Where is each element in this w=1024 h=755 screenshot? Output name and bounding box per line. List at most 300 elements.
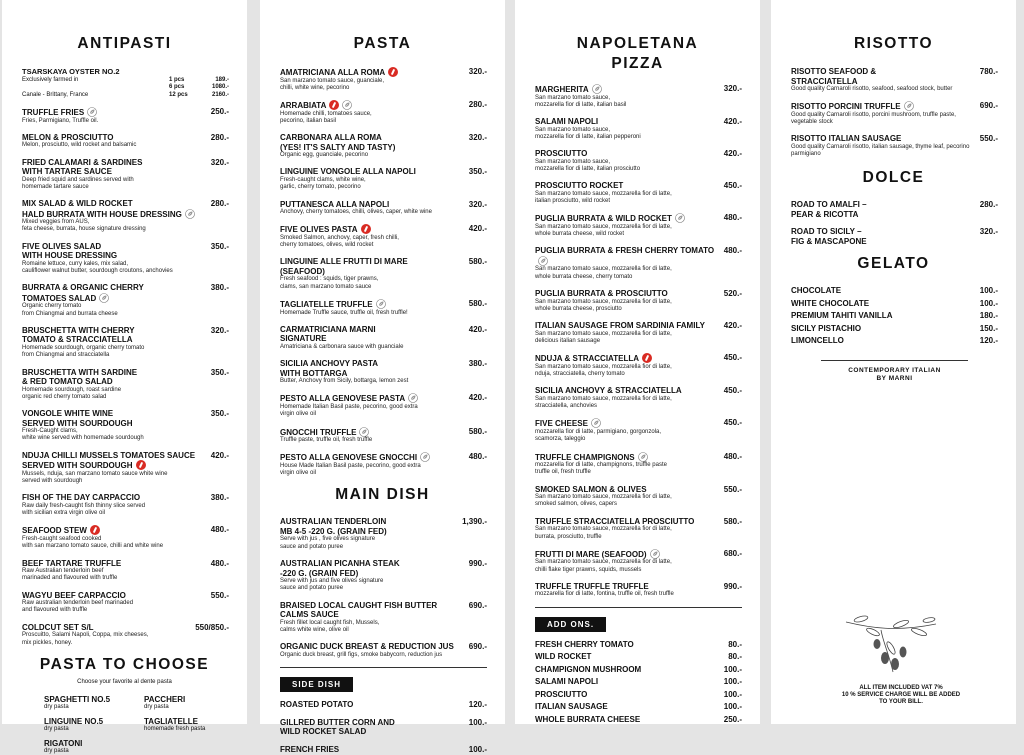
- vegetarian-leaf-icon: [420, 452, 430, 462]
- menu-item-name: [280, 224, 371, 235]
- menu-item-description: Mixed veggies from AUS, feta cheese, burrata, house signature dressing: [22, 219, 146, 233]
- menu-item-price: 350.-: [210, 409, 229, 419]
- menu-item-price: 450.-: [723, 181, 742, 191]
- menu-item-name-text: CARMATRICIANA MARNI SIGNATURE: [280, 324, 376, 344]
- menu-item-price: 450.-: [723, 353, 742, 363]
- menu-item-name: [22, 368, 137, 387]
- menu-item: [22, 451, 229, 486]
- menu-item-description: Raw daily fresh-caught fish thinny slice served with sicilian extra virgin olive oil: [22, 502, 146, 517]
- menu-item-name: FRESH CHERRY TOMATO: [535, 639, 634, 649]
- vegetarian-leaf-icon: [675, 213, 685, 223]
- menu-item-description: Fresh-caught clams, white wine, garlic, cherry tomato, pecorino: [280, 176, 366, 191]
- menu-item-name-text: AUSTRALIAN PICANHA STEAK -220 G. (GRAIN FED): [280, 559, 400, 578]
- menu-item-description: Homemade Italian Basil paste, pecorino, good extra virgin olive oil: [280, 403, 418, 418]
- menu-item-price: 250.-: [210, 107, 229, 116]
- menu-item-name: [280, 100, 352, 111]
- menu-item: [791, 134, 998, 158]
- pasta-option-name: PACCHERI: [144, 694, 186, 704]
- main-dish-list: [260, 517, 505, 659]
- menu-item-name: [22, 242, 117, 261]
- menu-item-name: [280, 257, 408, 276]
- pizza-list: [515, 84, 760, 599]
- menu-item-name: [791, 200, 867, 219]
- menu-item: [535, 418, 742, 443]
- menu-item-name: [22, 623, 94, 633]
- menu-item-name: [535, 117, 598, 127]
- menu-item-name: [535, 386, 682, 396]
- menu-item-name-text: PUGLIA BURRATA & PROSCIUTTO: [535, 289, 668, 299]
- menu-item-description: mozzarella fior di latte, parmigiano, gorgonzola, scamorza, taleggio: [535, 428, 662, 443]
- menu-item-name: [535, 213, 685, 224]
- menu-item-price: 420.-: [723, 149, 742, 159]
- menu-item-name-text: RISOTTO SEAFOOD & STRACCIATELLA: [791, 67, 877, 86]
- menu-item-price: 100.-: [468, 717, 487, 727]
- menu-item-price: 320.-: [468, 133, 487, 143]
- menu-item-description: San marzano tomato sauce, mozzarella fior di latte, italian prosciutto, wild rocket: [535, 190, 672, 205]
- menu-item-name-text: NDUJA & STRACCIATELLA: [535, 354, 639, 364]
- menu-item-name-text: WAGYU BEEF CARPACCIO: [22, 590, 126, 600]
- menu-item-price: 780.-: [979, 67, 998, 76]
- menu-item: [22, 326, 229, 360]
- menu-item-description: Proscuitto, Salami Napoli, Coppa, mix cheeses, mix pickles, honey.: [22, 632, 149, 646]
- gelato-list: [771, 286, 1016, 346]
- menu-item: [535, 289, 742, 313]
- menu-item: [535, 213, 742, 238]
- menu-item-name-text: SICILIA ANCHOVY & STRACCIATELLA: [535, 386, 682, 396]
- pasta-option: [44, 717, 144, 733]
- menu-item-name: [280, 718, 395, 737]
- menu-item-price: 100.-: [468, 744, 487, 754]
- menu-item-name-text: AMATRICIANA ALLA ROMA: [280, 68, 386, 77]
- menu-item-price: 280.-: [979, 200, 998, 210]
- menu-item: [280, 224, 487, 249]
- menu-item: [535, 715, 742, 725]
- menu-item-name: WHITE CHOCOLATE: [791, 298, 870, 308]
- menu-item-description: San marzano tomato sauce, mozzarella fior di latte, whole burrata cheese, prosciutto: [535, 298, 672, 312]
- menu-item: [280, 167, 487, 191]
- menu-item-name: [535, 321, 705, 331]
- menu-item-price: 320.-: [723, 84, 742, 93]
- menu-item: [280, 393, 487, 418]
- menu-item-name-text: ROAD TO SICILY – FIG & MASCAPONE: [791, 227, 867, 246]
- menu-item: [280, 67, 487, 92]
- pasta-option-type: dry pasta: [44, 725, 69, 732]
- menu-item-price: 320.-: [210, 325, 229, 335]
- menu-item: [280, 601, 487, 635]
- vegetarian-leaf-icon: [904, 101, 914, 111]
- menu-item-price: 420.-: [468, 324, 487, 334]
- menu-item-price: 680.-: [723, 548, 742, 558]
- oyster-row-price: 189.-: [215, 76, 229, 83]
- menu-item-name-text: ITALIAN SAUSAGE FROM SARDINIA FAMILY: [535, 321, 705, 331]
- menu-item-name: [535, 353, 652, 364]
- menu-item-price: 550.-: [723, 484, 742, 494]
- menu-item-name: [280, 325, 376, 344]
- menu-item: [280, 200, 487, 217]
- menu-item-name: [535, 485, 647, 495]
- menu-item-description: Homemade chilli, tomatoes sauce, pecorino, italian basil: [280, 110, 372, 124]
- menu-item: [791, 311, 998, 321]
- menu-item-name-text: VONGOLE WHITE WINE SERVED WITH SOURDOUGH: [22, 409, 133, 428]
- menu-item: [535, 517, 742, 541]
- olive-branch-illustration: [841, 614, 941, 676]
- menu-item-description: Organic egg, guanciale, pecorino: [280, 152, 369, 159]
- menu-item-description: San marzano tomato sauce, mozzarella fior di latte, whole burrata cheese, wild rocket: [535, 223, 672, 238]
- menu-item-description: Homemade sourdough, organic cherry tomato from Chiangmai and stracciatella: [22, 344, 145, 359]
- menu-item-description: House Made Italian Basil paste, pecorino, good extra virgin olive oil: [280, 462, 421, 477]
- menu-item-name: [280, 745, 339, 755]
- menu-item-price: 100.-: [979, 286, 998, 296]
- menu-item-description: Good quality Carnaroli risotto, seafood, seafood stock, butter: [791, 86, 953, 92]
- menu-item-name-text: TAGLIATELLE TRUFFLE: [280, 300, 373, 310]
- menu-item: [280, 325, 487, 351]
- chili-icon: [136, 460, 146, 470]
- chili-icon: [329, 100, 339, 110]
- pasta-option: [144, 717, 244, 733]
- menu-item-name: [22, 199, 195, 219]
- menu-item-name: ITALIAN SAUSAGE: [535, 702, 608, 712]
- menu-item-description: Raw australian tenderloin beef marinaded and flavoured with truffle: [22, 600, 134, 614]
- side-dish-list: [260, 700, 505, 754]
- menu-item-name-text: TRUFFLE FRIES: [22, 108, 85, 117]
- menu-item: [791, 336, 998, 346]
- section-title-pizza: NAPOLETANA PIZZA: [576, 35, 699, 72]
- menu-item-description: Serve with jus , five olives signature sauce and potato puree: [280, 536, 376, 550]
- menu-item-name: [22, 133, 113, 143]
- chili-icon: [90, 525, 100, 535]
- menu-item-price: 480.-: [468, 452, 487, 462]
- menu-item-name: [22, 493, 140, 503]
- divider: [821, 360, 968, 361]
- oyster-row-label: [22, 84, 169, 92]
- menu-item-name-text: FRUTTI DI MARE (SEAFOOD): [535, 549, 647, 559]
- menu-item-name: [535, 246, 720, 266]
- menu-item-name-text: BURRATA & ORGANIC CHERRY TOMATOES SALAD: [22, 283, 144, 303]
- menu-item: [22, 158, 229, 192]
- pasta-to-choose-subtitle: Choose your favorite al dente pasta: [77, 678, 172, 685]
- menu-item-description: Fries, Parmigiano, Truffle oil.: [22, 117, 99, 124]
- menu-item-name-text: ORGANIC DUCK BREAST & REDUCTION JUS: [280, 642, 454, 652]
- menu-item-name-text: MIX SALAD & WILD ROCKET HALD BURRATA WITH HOUSE DRESSING: [22, 199, 182, 219]
- divider: [535, 607, 742, 608]
- menu-item-description: Deep fried squid and sardines served with homemade tartare sauce: [22, 176, 134, 190]
- menu-item: [280, 100, 487, 125]
- menu-item-name: [791, 101, 914, 112]
- menu-item-description: Serve with jus and five olives signature sauce and potato puree: [280, 578, 384, 592]
- menu-item-price: 480.-: [210, 525, 229, 535]
- oyster-row-quantity: 1 pcs: [169, 76, 185, 83]
- menu-item-name-text: PUGLIA BURRATA & WILD ROCKET: [535, 214, 672, 224]
- oyster-price-row: [22, 84, 229, 92]
- pasta-option-name: SPAGHETTI NO.5: [44, 694, 111, 704]
- menu-item: [22, 199, 229, 234]
- menu-item-name: WILD ROCKET: [535, 652, 592, 662]
- pasta-option-name: RIGATONI: [44, 738, 83, 748]
- menu-item-name-text: MELON & PROSCIUTTO: [22, 132, 114, 142]
- menu-item-name-text: COLDCUT SET S/L: [22, 622, 94, 632]
- menu-item-price: 420.-: [468, 224, 487, 234]
- menu-item-description: Anchovy, cherry tomatoes, chilli, olives, caper, white wine: [280, 209, 432, 216]
- menu-item-price: 580.-: [468, 257, 487, 267]
- menu-item-price: 380.-: [210, 493, 229, 503]
- menu-item-name-text: RISOTTO ITALIAN SAUSAGE: [791, 134, 902, 144]
- menu-item-name-text: PUGLIA BURRATA & FRESH CHERRY TOMATO: [535, 246, 715, 256]
- chili-icon: [388, 67, 398, 77]
- menu-item-price: 480.-: [210, 558, 229, 568]
- menu-item-name: [535, 549, 660, 560]
- menu-item: [280, 642, 487, 659]
- section-title-antipasti: ANTIPASTI: [77, 35, 172, 52]
- menu-item-price: 100.-: [723, 702, 742, 712]
- menu-item-price: 280.-: [468, 100, 487, 110]
- menu-item: [535, 321, 742, 345]
- menu-item-name-text: TRUFFLE STRACCIATELLA PROSCIUTTO: [535, 516, 695, 526]
- vegetarian-leaf-icon: [591, 418, 601, 428]
- oyster-row-quantity: 6 pcs: [169, 84, 185, 90]
- menu-item-name: SALAMI NAPOLI: [535, 677, 599, 687]
- menu-item-price: 380.-: [468, 359, 487, 369]
- menu-item-price: 350.-: [468, 167, 487, 177]
- menu-item-name: [280, 167, 416, 177]
- menu-item-description: Fresh fillet local caught fish, Mussels, calms white wine, olive oil: [280, 619, 380, 633]
- menu-item: [280, 427, 487, 445]
- menu-item-name: [280, 642, 454, 652]
- menu-item-name: [535, 452, 648, 463]
- oyster-price-row: [22, 77, 229, 85]
- menu-item-description: San marzano tomato sauce, mozzarella fior di latte, whole burrata cheese, cherry tomato: [535, 266, 672, 280]
- menu-item-price: 380.-: [210, 283, 229, 293]
- oyster-price-row: [22, 92, 229, 100]
- vegetarian-leaf-icon: [650, 549, 660, 559]
- vegetarian-leaf-icon: [185, 209, 195, 219]
- menu-item-price: 990.-: [723, 581, 742, 591]
- menu-item: [22, 368, 229, 402]
- menu-item-description: San marzano tomato sauce, guanciale, chilli, white wine, pecorino: [280, 77, 385, 91]
- menu-item: [22, 242, 229, 276]
- pasta-list: [260, 67, 505, 477]
- menu-item: [535, 84, 742, 109]
- menu-item-description: Melon, prosciutto, wild rocket and balsamic: [22, 142, 137, 149]
- menu-item-description: Organic duck breast, grill figs, smoke babycorn, reduction jus: [280, 651, 443, 658]
- section-title-pasta-to-choose: PASTA TO CHOOSE: [39, 655, 210, 673]
- menu-item-price: 550.-: [210, 590, 229, 600]
- menu-item: [535, 640, 742, 650]
- menu-item-price: 480.-: [723, 246, 742, 256]
- menu-item-description: Organic cherry tomato from Chiangmai and burrata cheese: [22, 303, 118, 317]
- menu-item: [22, 591, 229, 615]
- menu-item-description: Fresh seafood : squids, tiger prawns, clams, san marzano tomato sauce: [280, 276, 379, 290]
- menu-item-name: [22, 591, 126, 601]
- menu-item-description: Good quality Carnaroli risotto, italian sausage, thyme leaf, pecorino parmigiano: [791, 143, 970, 158]
- menu-item-name: [535, 84, 602, 95]
- pasta-option-type: dry pasta: [44, 703, 69, 710]
- menu-item-price: 550.-: [979, 134, 998, 144]
- section-title-gelato: GELATO: [857, 255, 930, 273]
- menu-item-name-text: ROASTED POTATO: [280, 700, 354, 710]
- menu-item-price: 80.-: [728, 652, 742, 662]
- vegetarian-leaf-icon: [99, 293, 109, 303]
- menu-item: [535, 677, 742, 687]
- menu-item-description: San marzano tomato sauce, mozzarella fior di latte, smoked salmon, olives, capers: [535, 494, 672, 508]
- menu-item-price: 990.-: [468, 559, 487, 569]
- menu-item: [535, 652, 742, 662]
- pasta-option-name: LINGUINE NO.5: [44, 716, 104, 726]
- menu-item: [280, 133, 487, 159]
- chili-icon: [361, 224, 371, 234]
- menu-item-name-text: CARBONARA ALLA ROMA (YES! IT'S SALTY AND TASTY): [280, 133, 396, 152]
- menu-item-name-text: PROSCIUTTO ROCKET: [535, 181, 624, 191]
- menu-item: [22, 559, 229, 583]
- menu-item: [535, 452, 742, 477]
- oyster-row-price: 2160.-: [211, 91, 229, 98]
- menu-item-price: 550/850.-: [195, 622, 229, 632]
- menu-item-description: Homemade Truffle sauce, truffle oil, fresh truffle!: [280, 309, 408, 316]
- menu-item: [791, 227, 998, 246]
- vegetarian-leaf-icon: [538, 256, 548, 266]
- menu-item-name: [535, 149, 587, 159]
- menu-item-name: LIMONCELLO: [791, 336, 844, 346]
- menu-item-name: [22, 326, 135, 345]
- menu-item-name: [535, 418, 601, 429]
- menu-item-name: [791, 67, 876, 86]
- menu-item-name-text: AUSTRALIAN TENDERLOIN MB 4-5 -220 G. (GRAIN FED): [280, 517, 387, 536]
- menu-item: [535, 549, 742, 574]
- menu-item-price: 450.-: [723, 386, 742, 396]
- menu-item-name: [280, 359, 378, 378]
- menu-item: [22, 133, 229, 150]
- vegetarian-leaf-icon: [342, 100, 352, 110]
- menu-item-name-text: BRAISED LOCAL CAUGHT FISH BUTTER CALMS SAUCE: [280, 600, 438, 620]
- menu-item: [791, 67, 998, 93]
- pasta-option-name: TAGLIATELLE: [144, 716, 198, 726]
- menu-item: [535, 485, 742, 509]
- add-ons-list: [515, 640, 760, 725]
- menu-item-name-text: FIVE OLIVES SALAD WITH HOUSE DRESSING: [22, 241, 118, 261]
- vegetarian-leaf-icon: [408, 393, 418, 403]
- divider: [280, 667, 487, 668]
- menu-item: [791, 299, 998, 309]
- menu-item-description: Fresh-Caught clams, white wine served with homemade sourdough: [22, 428, 144, 442]
- menu-item-price: 450.-: [723, 418, 742, 428]
- menu-item-description: San marzano tomato sauce, mozzarella fior di latte, delicious italian sausage: [535, 330, 672, 344]
- menu-item-name: [535, 181, 623, 191]
- chili-icon: [642, 353, 652, 363]
- menu-item-description: mozzarella fior di latte, fontina, truffle oil, fresh truffle: [535, 591, 674, 598]
- section-title-dolce: DOLCE: [862, 169, 925, 187]
- section-title-pasta: PASTA: [353, 35, 412, 52]
- pasta-option: [44, 695, 144, 711]
- menu-item-price: 320.-: [979, 227, 998, 237]
- menu-item: [280, 700, 487, 710]
- side-dish-band: SIDE DISH: [280, 677, 353, 692]
- menu-item-name: [280, 517, 387, 536]
- menu-item-name-text: SEAFOOD STEW: [22, 526, 87, 536]
- menu-item: [280, 257, 487, 291]
- menu-item-name: [22, 451, 195, 471]
- menu-item-name-text: PESTO ALLA GENOVESE PASTA: [280, 394, 406, 404]
- menu-item-name: [280, 427, 369, 438]
- menu-item-name: [535, 582, 649, 592]
- menu-item-description: San marzano tomato sauce, mozzarella fior di latte, nduja, stracciatella, cherry tomato: [535, 363, 672, 378]
- menu-page-risotto: [771, 0, 1016, 724]
- menu-item-name-text: BRUSCHETTA WITH CHERRY TOMATO & STRACCIATELLA: [22, 325, 135, 345]
- menu-item-name-text: FRIED CALAMARI & SARDINES WITH TARTARE SAUCE: [22, 157, 143, 177]
- menu-item-description: Romaine lettuce, curry kales, mix salad, cauliflower walnut butter, sourdough croutons, anchovies: [22, 260, 173, 275]
- vegetarian-leaf-icon: [592, 84, 602, 94]
- menu-item-name: [22, 283, 144, 303]
- menu-item-price: 420.-: [723, 117, 742, 127]
- menu-item-price: 120.-: [468, 700, 487, 710]
- menu-item: [535, 665, 742, 675]
- menu-item-description: Homemade sourdough, roast sardine organic red cherry tomato salad: [22, 386, 122, 400]
- menu-item-name: [791, 227, 867, 246]
- menu-item-name-text: PROSCIUTTO: [535, 149, 588, 159]
- menu-item-description: Amatriciana & carbonara sauce with guanciale: [280, 343, 404, 350]
- pasta-option: [44, 739, 144, 755]
- menu-item-price: 100.-: [723, 664, 742, 674]
- menu-item: [535, 246, 742, 281]
- menu-item-price: 480.-: [723, 451, 742, 461]
- menu-item-description: San marzano tomato sauce, mozzarella fior di latte, italian prosciutto: [535, 158, 641, 172]
- menu-item-description: Fresh-caught seafood cooked with san marzano tomato sauce, chilli and white wine: [22, 535, 164, 550]
- pasta-to-choose-list: [2, 695, 247, 755]
- menu-item-name: [791, 134, 901, 144]
- menu-item-name: [22, 107, 97, 118]
- add-ons-band: ADD ONS.: [535, 617, 606, 632]
- menu-item: [535, 386, 742, 410]
- antipasti-list: [2, 67, 247, 647]
- menu-item: [535, 149, 742, 173]
- menu-item-price: 120.-: [979, 336, 998, 346]
- service-charge-note: ALL ITEM INCLUDED VAT 7% 10 % SERVICE CHARGE WILL BE ADDED TO YOUR BILL.: [841, 685, 961, 705]
- menu-item-name-text: SICILIA ANCHOVY PASTA WITH BOTTARGA: [280, 359, 379, 378]
- menu-item-price: 80.-: [728, 639, 742, 649]
- menu-item-description: Raw Australian tenderloin beef marinaded and flavoured with truffle: [22, 568, 118, 582]
- menu-item-name-text: FRENCH FRIES: [280, 744, 340, 754]
- menu-item-name: [280, 559, 400, 578]
- menu-item-name: [22, 409, 133, 428]
- menu-item-name: [22, 525, 100, 536]
- menu-item-name-text: BEEF TARTARE TRUFFLE: [22, 558, 122, 568]
- menu-item-price: 320.-: [468, 199, 487, 209]
- menu-item-description: Good quality Carnaroli risotto, porcini mushroom, truffle paste, vegetable stock: [791, 111, 956, 126]
- vegetarian-leaf-icon: [376, 299, 386, 309]
- menu-item-description: San marzano tomato sauce, mozzarella fior di latte, stracciatella, anchovies: [535, 395, 672, 410]
- menu-item: [22, 493, 229, 517]
- menu-item-description: Smoked Salmon, anchovy, caper, fresh chilli, cherry tomatoes, olives, wild rocket: [280, 234, 399, 249]
- menu-item-name: PROSCIUTTO: [535, 689, 588, 699]
- menu-item-name-text: NDUJA CHILLI MUSSELS TOMATOES SAUCE SERVED WITH SOURDOUGH: [22, 450, 196, 471]
- menu-item-description: San marzano tomato sauce, mozzarella fior di latte, burrata, prosciutto, truffle: [535, 526, 672, 540]
- menu-item-name-text: FIVE OLIVES PASTA: [280, 225, 358, 235]
- menu-item-price: 180.-: [979, 311, 998, 321]
- menu-item: [791, 101, 998, 126]
- vegetarian-leaf-icon: [359, 427, 369, 437]
- menu-page-pasta: [260, 0, 505, 754]
- menu-item-price: 250.-: [723, 714, 742, 724]
- menu-item-name: [280, 67, 398, 78]
- menu-item-price: 100.-: [979, 298, 998, 308]
- section-title-risotto: RISOTTO: [853, 35, 934, 52]
- menu-item: [22, 409, 229, 443]
- menu-item-name-text: SMOKED SALMON & OLIVES: [535, 484, 647, 494]
- menu-item-name: [280, 393, 418, 404]
- menu-item-price: 280.-: [210, 132, 229, 142]
- menu-item-name-text: MARGHERITA: [535, 85, 589, 94]
- menu-item-price: 520.-: [723, 289, 742, 299]
- menu-item-name: [22, 158, 142, 177]
- menu-item-price: 1,390.-: [462, 517, 487, 527]
